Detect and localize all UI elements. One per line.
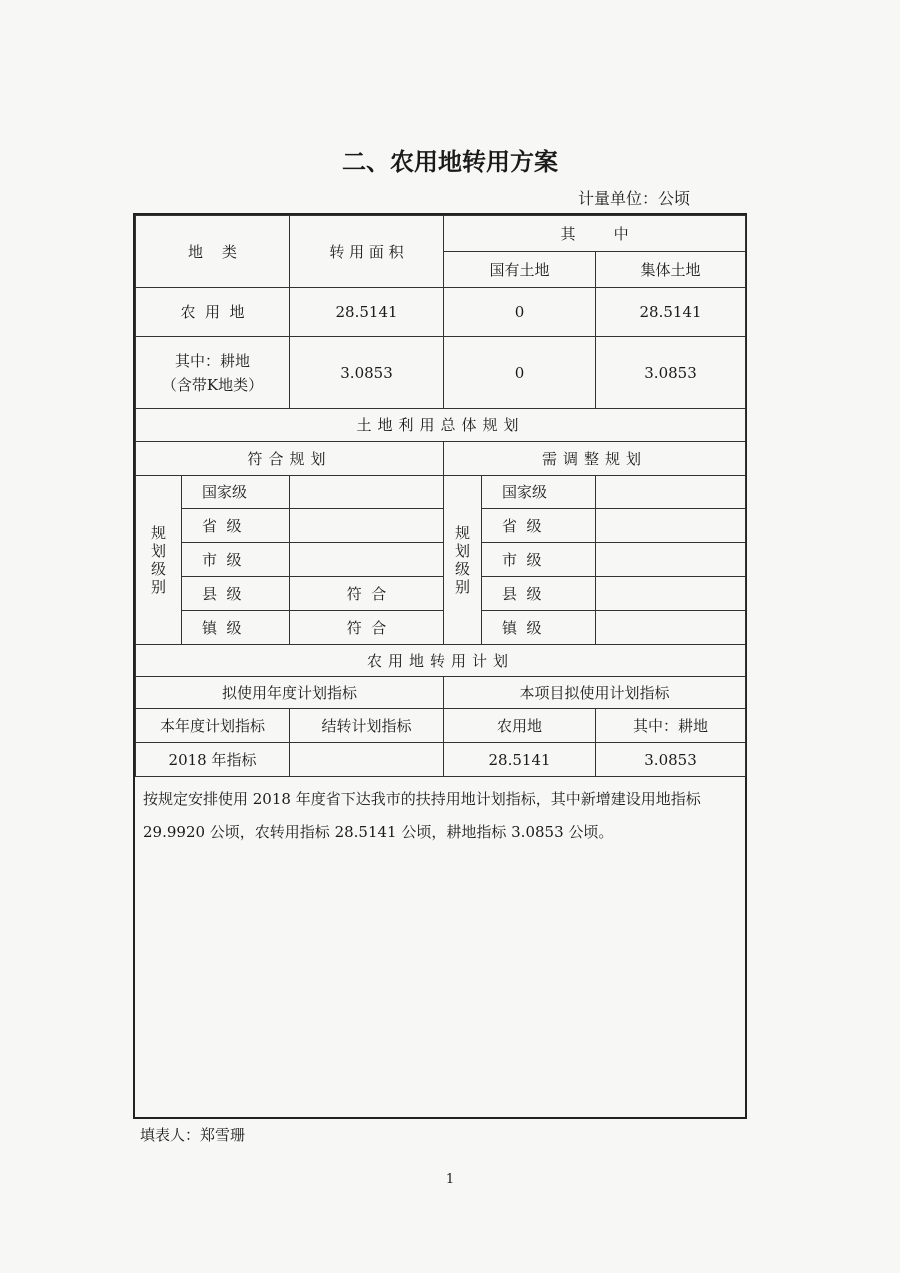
level-name-right: 市 级 xyxy=(482,543,596,577)
level-char: 规 xyxy=(150,524,166,542)
cell-cultivated: 3.0853 xyxy=(596,743,746,777)
level-char: 划 xyxy=(150,542,166,560)
level-name-left: 镇 级 xyxy=(182,611,290,645)
form-frame xyxy=(133,213,747,1119)
level-char: 规 xyxy=(455,524,471,542)
header-collective-land: 集体土地 xyxy=(596,252,746,288)
level-label-right xyxy=(444,476,482,645)
row-type-cultivated xyxy=(136,337,290,409)
conform-planning-header: 符合规划 xyxy=(136,442,444,476)
level-name-right: 省 级 xyxy=(482,509,596,543)
header-land-type: 地 类 xyxy=(136,216,290,288)
level-label-left xyxy=(136,476,182,645)
level-value-left xyxy=(290,543,444,577)
cell-this-year: 2018 年指标 xyxy=(136,743,290,777)
cell-carry xyxy=(290,743,444,777)
level-char: 别 xyxy=(455,578,471,596)
annual-indicator-header: 拟使用年度计划指标 xyxy=(136,677,444,709)
level-name-left: 市 级 xyxy=(182,543,290,577)
col-this-year: 本年度计划指标 xyxy=(136,709,290,743)
header-state-land: 国有土地 xyxy=(444,252,596,288)
level-name-left: 省 级 xyxy=(182,509,290,543)
level-char: 级 xyxy=(150,560,166,578)
adjust-planning-header: 需调整规划 xyxy=(444,442,746,476)
col-cultivated: 其中：耕地 xyxy=(596,709,746,743)
level-name-right: 县 级 xyxy=(482,577,596,611)
row-type: 农 用 地 xyxy=(136,288,290,337)
level-char: 划 xyxy=(455,542,471,560)
level-value-right xyxy=(596,543,746,577)
form-filler: 填表人：郑雪珊 xyxy=(140,1126,246,1144)
level-char: 别 xyxy=(150,578,166,596)
unit-label: 计量单位：公顷 xyxy=(578,189,691,208)
page-title: 二、农用地转用方案 xyxy=(342,148,558,176)
level-value-left xyxy=(290,509,444,543)
level-value-left xyxy=(290,476,444,509)
explanation-note: 按规定安排使用 2018 年度省下达我市的扶持用地计划指标，其中新增建设用地指标 29.9920 公顷，农转用指标 28.5141 公顷，耕地指标 3.0853 公顷。 xyxy=(143,790,701,841)
level-name-left: 国家级 xyxy=(182,476,290,509)
level-value-right xyxy=(596,509,746,543)
page-number: 1 xyxy=(445,1172,455,1187)
level-name-right: 国家级 xyxy=(482,476,596,509)
col-farmland: 农用地 xyxy=(444,709,596,743)
level-name-right: 镇 级 xyxy=(482,611,596,645)
level-value-right xyxy=(596,577,746,611)
row-area: 28.5141 xyxy=(290,288,444,337)
row-collective: 3.0853 xyxy=(596,337,746,409)
row-type-line2: （含带K地类） xyxy=(161,375,264,394)
row-collective: 28.5141 xyxy=(596,288,746,337)
row-state: 0 xyxy=(444,337,596,409)
header-of-which: 其 中 xyxy=(444,216,746,252)
conversion-table xyxy=(135,215,746,777)
section-overall-planning: 土地利用总体规划 xyxy=(136,409,746,442)
level-name-left: 县 级 xyxy=(182,577,290,611)
row-area: 3.0853 xyxy=(290,337,444,409)
row-state: 0 xyxy=(444,288,596,337)
col-carry: 结转计划指标 xyxy=(290,709,444,743)
cell-farmland: 28.5141 xyxy=(444,743,596,777)
level-value-left: 符 合 xyxy=(290,577,444,611)
level-value-left: 符 合 xyxy=(290,611,444,645)
level-value-right xyxy=(596,476,746,509)
level-value-right xyxy=(596,611,746,645)
row-type-line1: 其中：耕地 xyxy=(175,351,251,370)
section-conversion-plan: 农用地转用计划 xyxy=(136,645,746,677)
level-char: 级 xyxy=(455,560,471,578)
header-area: 转 用 面 积 xyxy=(290,216,444,288)
project-indicator-header: 本项目拟使用计划指标 xyxy=(444,677,746,709)
